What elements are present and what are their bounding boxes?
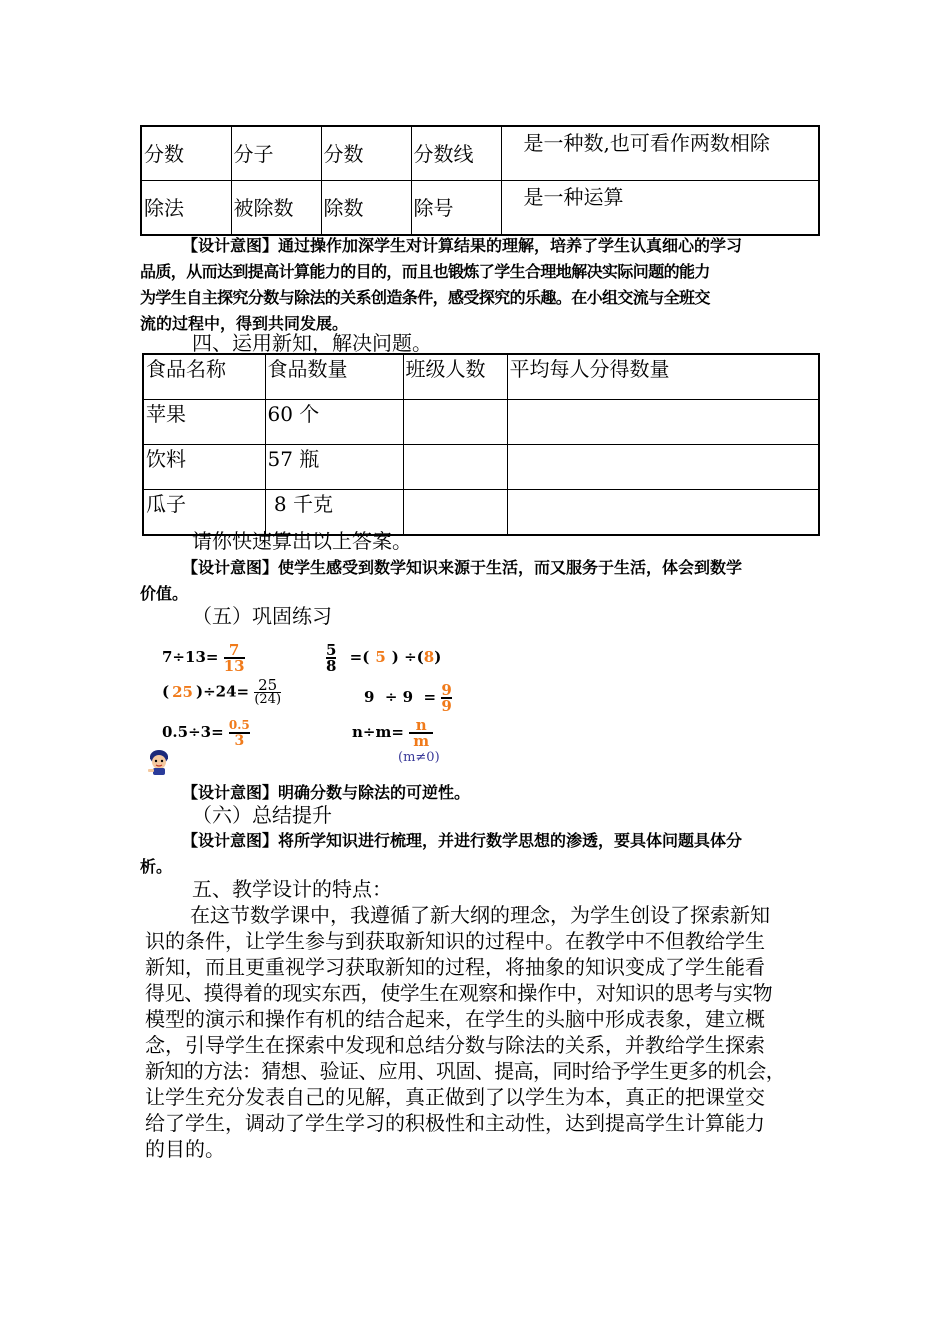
text-line: 得见、摸得着的现实东西，使学生在观察和操作中，对知识的思考与实物: [145, 981, 773, 1005]
text-line: 【设计意图】通过操作加深学生对计算结果的理解，培养了学生认真细心的学习: [182, 236, 743, 255]
features-paragraph: [145, 902, 845, 1162]
fraction: [229, 718, 250, 748]
section-heading-apply: 四、运用新知，解决问题。: [192, 331, 432, 355]
table-header: 食品名称: [143, 354, 265, 400]
expression: )÷24=: [195, 682, 250, 701]
table-cell: 除法: [141, 181, 231, 236]
table-cell: [507, 490, 819, 536]
text-line: 【设计意图】使学生感受到数学知识来源于生活，而又服务于生活，体会到数学: [182, 558, 743, 577]
text-line: 模型的演示和操作有机的结合起来，在学生的头脑中形成表象，建立概: [145, 1007, 765, 1031]
design-intent-1: [140, 233, 840, 337]
table-cell: [403, 490, 507, 536]
food-distribution-table: [142, 353, 820, 536]
numerator: 7: [228, 641, 240, 659]
denominator: 3: [234, 733, 245, 749]
text-line: 新知的方法：猜想、验证、应用、巩固、提高，同时给予学生更多的机会，: [145, 1059, 786, 1083]
numerator: n: [415, 716, 427, 734]
text-line: 析。: [140, 857, 173, 876]
table-row: [143, 445, 819, 490]
table-cell: 是一种运算: [501, 181, 819, 236]
table-cell: 苹果: [143, 400, 265, 445]
text-line: 流的过程中，得到共同发展。: [140, 314, 349, 333]
table-cell: 分子: [231, 126, 321, 181]
table-header-row: [143, 354, 819, 400]
table-cell: 8 千克: [265, 490, 403, 536]
denominator: 9: [441, 697, 452, 715]
table-cell: 分数: [141, 126, 231, 181]
expression: 9 ÷ 9 =: [364, 688, 437, 706]
table-cell: [403, 400, 507, 445]
fraction: [326, 643, 336, 673]
section-heading-practice: （五）巩固练习: [192, 604, 332, 628]
fraction-division-comparison-table: [140, 125, 820, 236]
table-cell: 60 个: [265, 400, 403, 445]
table-cell: 分数线: [411, 126, 501, 181]
expression: n÷m=: [352, 723, 404, 741]
denominator: 8: [326, 657, 337, 675]
table-row: [141, 126, 819, 181]
denominator: 13: [223, 657, 245, 675]
text-line: 识的条件，让学生参与到获取新知识的过程中。在教学中不但教给学生: [145, 929, 765, 953]
text-line: 让学生充分发表自己的见解，真正做到了以学生为本，真正的把课堂交: [145, 1085, 765, 1109]
numerator: 0.5: [228, 718, 250, 732]
fraction: [224, 643, 245, 673]
table-cell: [507, 445, 819, 490]
table-cell: 分数: [321, 126, 411, 181]
exercise-1: [162, 643, 245, 673]
exercise-2: [326, 643, 441, 673]
table-cell: 是一种数,也可看作两数相除: [501, 126, 819, 181]
table-cell: 除数: [321, 181, 411, 236]
table-cell: [507, 400, 819, 445]
text-line: 新知，而且更重视学习获取新知的过程，将抽象的知识变成了学生能看: [145, 955, 765, 979]
design-intent-2: [140, 555, 850, 607]
prompt-text: 请你快速算出以上答案。: [192, 529, 412, 553]
section-heading-features: 五、教学设计的特点：: [192, 877, 392, 901]
text-line: 的目的。: [145, 1137, 225, 1161]
numerator: 25: [258, 676, 278, 694]
table-cell: 被除数: [231, 181, 321, 236]
table-cell: 瓜子: [143, 490, 265, 536]
exercise-3: [162, 678, 281, 707]
table-header: 平均每人分得数量: [507, 354, 819, 400]
denominator: (24): [254, 692, 282, 707]
condition-note: (m≠0): [398, 750, 440, 765]
answer: 8: [423, 648, 435, 666]
table-row: [143, 400, 819, 445]
table-cell: 57 瓶: [265, 445, 403, 490]
design-intent-3: 【设计意图】明确分数与除法的可逆性。: [182, 783, 471, 802]
section-heading-summary: （六）总结提升: [192, 803, 332, 827]
table-header: 食品数量: [265, 354, 403, 400]
expression: =(: [349, 648, 370, 666]
denominator: m: [413, 732, 430, 750]
expression: ) ÷(: [391, 648, 424, 666]
cartoon-student-icon: [146, 748, 174, 776]
fraction: [441, 683, 451, 713]
table-cell: 饮料: [143, 445, 265, 490]
numerator: 9: [441, 681, 452, 699]
answer: 25: [172, 682, 193, 701]
expression: (: [162, 682, 170, 701]
exercise-6: [352, 718, 433, 748]
table-cell: [403, 445, 507, 490]
expression: 7÷13=: [162, 648, 219, 666]
answer: 5: [375, 648, 386, 666]
exercise-4: [364, 683, 452, 713]
text-line: 【设计意图】将所学知识进行梳理，并进行数学思想的渗透，要具体问题具体分: [182, 831, 743, 850]
fraction: [254, 678, 281, 707]
numerator: 5: [326, 641, 337, 659]
table-header: 班级人数: [403, 354, 507, 400]
text-line: 给了学生，调动了学生学习的积极性和主动性，达到提高学生计算能力: [145, 1111, 765, 1135]
text-line: 品质，从而达到提高计算能力的目的，而且也锻炼了学生合理地解决实际问题的能力: [140, 262, 710, 281]
text-line: 念，引导学生在探索中发现和总结分数与除法的关系，并教给学生探索: [145, 1033, 765, 1057]
expression: 0.5÷3=: [162, 723, 224, 741]
fraction: [409, 718, 433, 748]
table-cell: 除号: [411, 181, 501, 236]
exercise-5: [162, 718, 250, 748]
table-row: [141, 181, 819, 236]
text-line: 在这节数学课中，我遵循了新大纲的理念，为学生创设了探索新知: [190, 903, 770, 927]
text-line: 价值。: [140, 584, 189, 603]
text-line: 为学生自主探究分数与除法的关系创造条件，感受探究的乐趣。在小组交流与全班交: [140, 288, 710, 307]
design-intent-4: [140, 828, 850, 880]
expression: ): [434, 648, 442, 666]
